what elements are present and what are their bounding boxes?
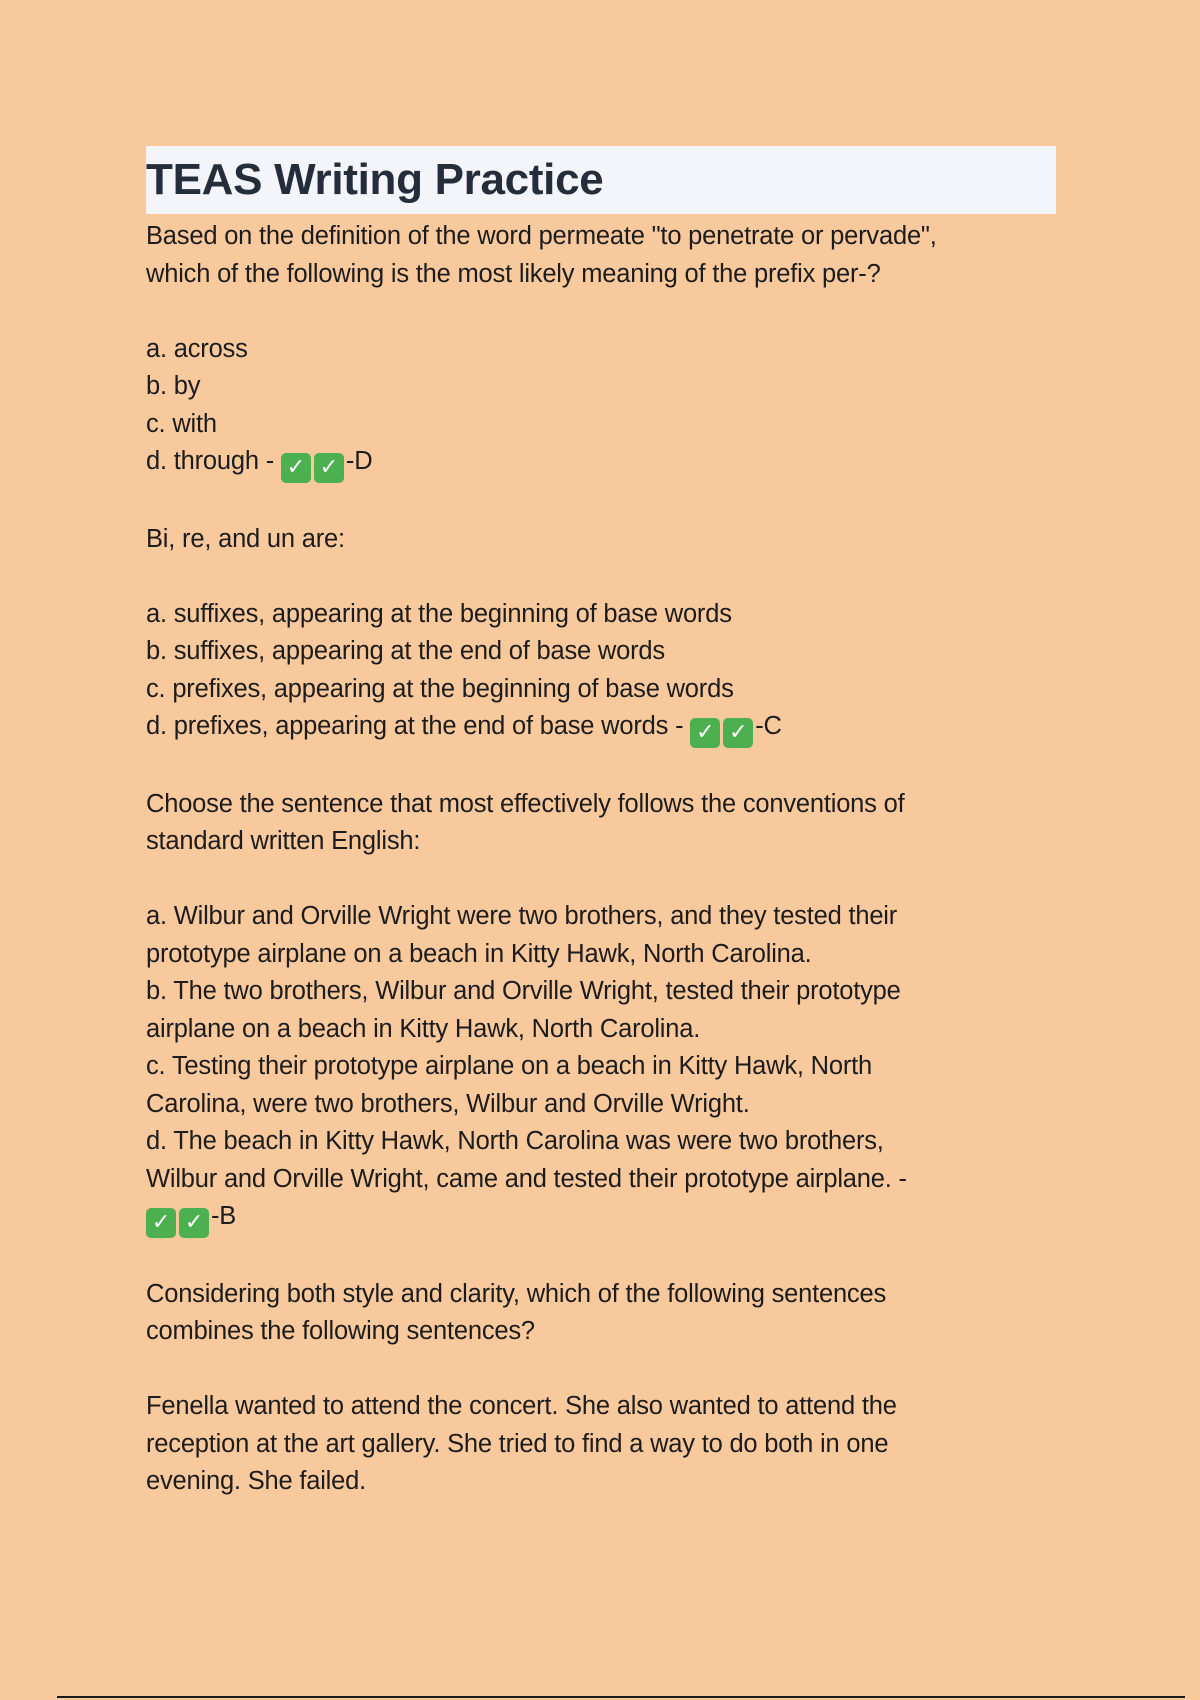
check-mark-icon: ✓ (314, 453, 344, 483)
question-2-answer: -C (755, 712, 782, 740)
question-2-prompt-line: Bi, re, and un are: (146, 524, 345, 553)
question-3-answer: -B (211, 1202, 237, 1230)
question-2-option-c: c. prefixes, appearing at the beginning of base words (146, 674, 734, 703)
question-3-option-line: Wilbur and Orville Wright, came and tested their prototype airplane. - (146, 1164, 907, 1193)
question-4 (146, 1276, 1056, 1501)
question-1-option-a: a. across (146, 334, 248, 363)
question-1-option-c: c. with (146, 409, 217, 438)
question-3 (146, 786, 1056, 1239)
check-mark-icon: ✓ (690, 718, 720, 748)
check-mark-icon: ✓ (281, 453, 311, 483)
question-3-option-line: airplane on a beach in Kitty Hawk, North Carolina. (146, 1014, 701, 1043)
question-1-option-d-text: d. through - (146, 447, 281, 475)
check-mark-icon: ✓ (723, 718, 753, 748)
check-mark-icon: ✓ (179, 1208, 209, 1238)
question-2-option-b: b. suffixes, appearing at the end of base words (146, 637, 665, 665)
question-1-answer: -D (345, 447, 373, 475)
question-3-answer-line (146, 1198, 1056, 1238)
question-3-option-line: prototype airplane on a beach in Kitty Hawk, North Carolina. (146, 939, 812, 968)
question-3-option-line: d. The beach in Kitty Hawk, North Carolina was were two brothers, (146, 1127, 884, 1155)
footer-divider (57, 1696, 1185, 1698)
question-3-prompt-line: standard written English: (146, 827, 421, 855)
question-2-option-d (146, 708, 1056, 748)
question-4-passage-line: Fenella wanted to attend the concert. She also wanted to attend the (146, 1392, 897, 1420)
question-1-option-b: b. by (146, 372, 201, 400)
page-title: TEAS Writing Practice (146, 155, 604, 204)
question-4-passage-line: evening. She failed. (146, 1467, 366, 1495)
question-3-option-line: a. Wilbur and Orville Wright were two brothers, and they tested their (146, 902, 898, 930)
document-page (146, 146, 1056, 1501)
question-4-prompt-line: combines the following sentences? (146, 1317, 535, 1345)
question-2-option-d-text: d. prefixes, appearing at the end of base words - (146, 712, 691, 740)
question-3-option-line: c. Testing their prototype airplane on a beach in Kitty Hawk, North (146, 1052, 873, 1080)
question-2-option-a: a. suffixes, appearing at the beginning of base words (146, 599, 732, 628)
question-4-passage-line: reception at the art gallery. She tried to find a way to do both in one (146, 1429, 889, 1458)
question-2 (146, 521, 1056, 749)
question-1-option-d (146, 443, 1056, 483)
question-1-prompt-line: which of the following is the most likely meaning of the prefix per-? (146, 259, 881, 288)
question-3-option-line: b. The two brothers, Wilbur and Orville Wright, tested their prototype (146, 977, 901, 1005)
question-3-option-line: Carolina, were two brothers, Wilbur and Orville Wright. (146, 1089, 750, 1118)
document-body (146, 218, 1056, 1501)
title-bar (146, 146, 1056, 214)
question-1 (146, 218, 1056, 483)
question-4-prompt-line: Considering both style and clarity, which of the following sentences (146, 1279, 887, 1308)
question-1-prompt-line: Based on the definition of the word permeate "to penetrate or pervade", (146, 222, 937, 250)
question-3-prompt-line: Choose the sentence that most effectively follows the conventions of (146, 789, 905, 818)
check-mark-icon: ✓ (146, 1208, 176, 1238)
